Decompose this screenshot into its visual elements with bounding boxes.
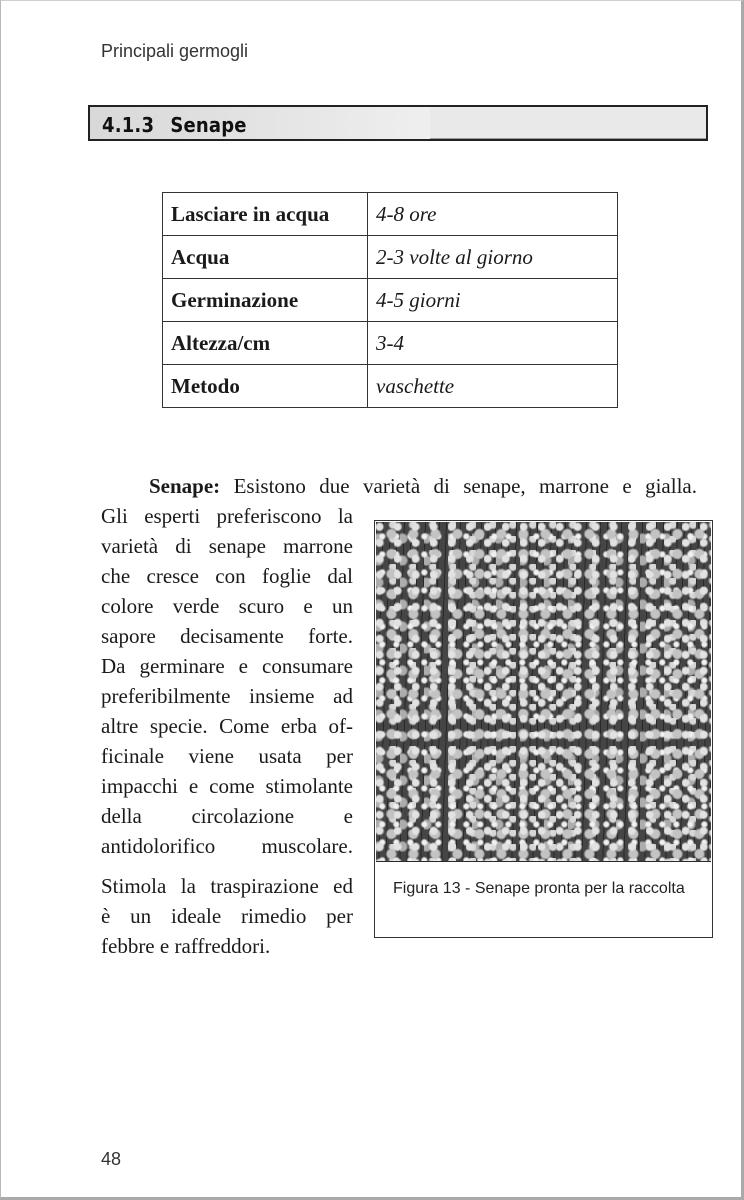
body-line: altre specie. Come erba of- [101,714,353,738]
intro-text: Esistono due varietà di senape, marrone e gialla. [233,474,697,498]
body-line: varietà di senape marrone [101,534,353,558]
figure-box [374,520,713,938]
body-line: Da germinare e consumare [101,654,353,678]
specs-table [162,192,618,408]
page-number: 48 [101,1149,122,1169]
spec-label: Metodo [163,365,368,408]
body-column [101,501,353,961]
body-line: ficinale viene usata per [101,744,353,768]
spec-label: Germinazione [163,279,368,322]
photo-divider [376,861,711,863]
body-line: che cresce con foglie dal [101,564,353,588]
section-name: Senape [170,113,247,137]
body-line: Stimola la traspirazione ed [101,874,353,898]
section-heading-bar [88,105,708,141]
body-line: è un ideale rimedio per [101,904,353,928]
table-row [163,193,618,236]
spec-value: 3-4 [368,322,618,365]
mustard-sprouts-photo [376,522,711,862]
section-title [102,113,247,137]
spec-value: vaschette [368,365,618,408]
spec-label: Altezza/cm [163,322,368,365]
body-line: Gli esperti preferiscono la [101,504,353,528]
spec-label: Acqua [163,236,368,279]
table-row [163,236,618,279]
paragraph-gap [101,861,353,871]
spec-value: 4-8 ore [368,193,618,236]
spec-value: 2-3 volte al giorno [368,236,618,279]
body-line: colore verde scuro e un [101,594,353,618]
table-row [163,365,618,408]
table-row [163,322,618,365]
body-line: preferibilmente insieme ad [101,684,353,708]
body-line: antidolorifico muscolare. [101,834,353,858]
body-line: febbre e raffreddori. [101,934,271,958]
body-line: sapore decisamente forte. [101,624,353,648]
spec-label: Lasciare in acqua [163,193,368,236]
spec-value: 4-5 giorni [368,279,618,322]
table-row [163,279,618,322]
lead-term: Senape: [149,474,221,498]
section-number: 4.1.3 [102,113,155,137]
running-head: Principali germogli [101,41,249,61]
body-line: della circolazione e [101,804,353,828]
body-line: impacchi e come stimolante [101,774,353,798]
intro-line [101,471,697,501]
figure-caption: Figura 13 - Senape pronta per la raccolta [393,880,685,897]
